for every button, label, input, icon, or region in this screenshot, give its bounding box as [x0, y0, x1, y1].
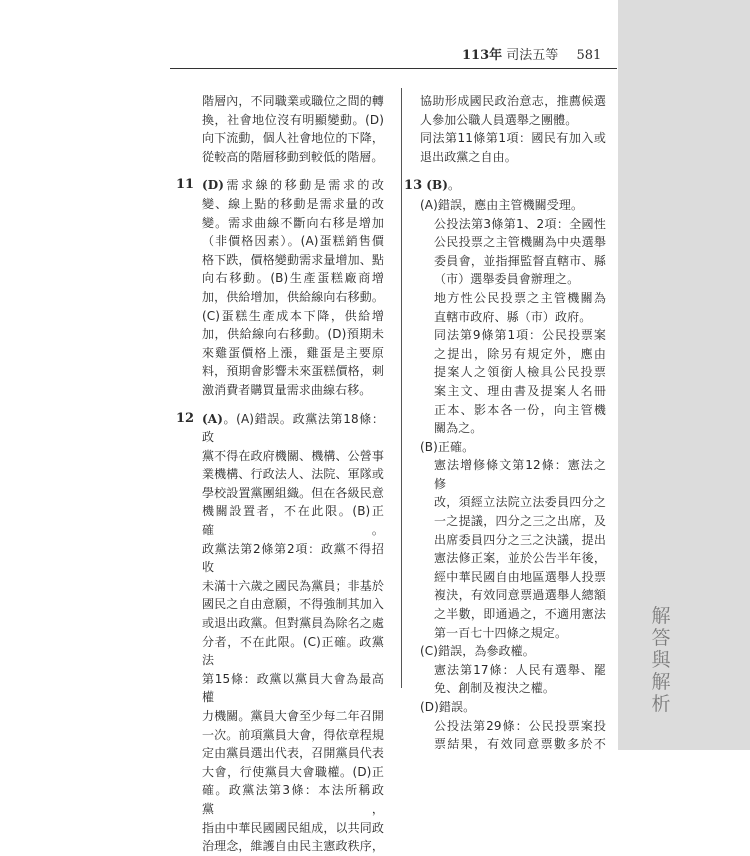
side-tab: [618, 0, 750, 750]
right-column: [404, 92, 606, 754]
question-12: 12 (A)。(A)錯誤。政黨法第18條：政 黨不得在政府機關、機構、公營事 業機構、行政法人、法院、軍隊或 學校設置黨團組織。但在各級民意 機關設置者，不在此限。(B)正確。 政黨法第2條第2項：政黨不得招收 未滿十六歲之國民為黨員；非基於 國民之自由意願，不得強制其加入 或退出政黨。但對黨員為除名之處 分者，不在此限。(C)正確。政黨法 第15條：政黨以黨員大會為最高權 力機關。黨員大會至少每二年召開 一次。前項黨員大會，得依章程規 定由黨員選出代表，召開黨員代表 大會，行使黨員大會職權。(D)正 確。政黨法第3條：本法所稱政黨， 指由中華民國國民組成，以共同政 治理念，維護自由民主憲政秩序，: [176, 410, 384, 854]
answer-key: (D): [202, 178, 225, 193]
answer-key: (A): [202, 411, 223, 426]
option-label: (B)正確。: [420, 439, 475, 454]
question-number: 12: [176, 410, 195, 426]
left-column: [176, 92, 384, 856]
answer-text: 需求線的移動是需求的改: [224, 178, 384, 193]
option-d: (D)錯誤。 公投法第29條：公民投票案投 票結果，有效同意票數多於不: [420, 700, 606, 752]
page-header: [462, 44, 612, 63]
answer-key: (B): [426, 178, 449, 193]
question-11: 11 (D)需求線的移動是需求的改 變、線上點的移動是需求量的改 變。需求曲線不斷向右移是增加 （非價格因素）。(A)蛋糕銷售價 格下跌，價格變動需求量增加、點 向右移動。(B)生產蛋糕廠商增 加，供給增加，供給線向右移動。 (C)蛋糕生產成本下降，供給增 加，供給線向右移動。(D)預期未 來雞蛋價格上漲，雞蛋是主要原 料，預期會影響未來蛋糕價格，刺 激消費者購買量需求曲線右移。: [176, 177, 384, 397]
section-tab-label: 解 答 與 解 析: [651, 605, 671, 715]
option-label: (C)錯誤，為參政權。: [420, 644, 535, 659]
option-label: (D)錯誤。: [420, 700, 476, 714]
answer-text: 。(A)錯誤。政黨法第18條：政: [202, 411, 384, 445]
header-exam: 司法五等: [506, 48, 559, 63]
question-number: 13: [404, 178, 423, 194]
column-divider: [401, 88, 402, 688]
question-number: 11: [176, 177, 195, 193]
option-b: (B)正確。 憲法增修條文第12條：憲法之修 改，須經立法院立法委員四分之 一之提議，四分之三之出席，及 出席委員四分之三之決議，提出 憲法修正案，並於公告半年後， 經中華民國自由地區選舉人投票 複決，有效同意票過選舉人總額 之半數，即通過之，不適用憲法 第一百七十四條之規定。: [420, 439, 606, 640]
header-year: 113年: [462, 48, 503, 63]
option-c: (C)錯誤，為參政權。 憲法第17條：人民有選舉、罷 免、創制及複決之權。: [420, 644, 606, 696]
header-rule: [170, 68, 617, 69]
option-a: (A)錯誤，應由主管機關受理。 公投法第3條第1、2項：全國性 公民投票之主管機關為中央選舉 委員會，並指揮監督直轄市、縣 （市）選舉委員會辦理之。 地方性公民投票之主管機關為 直轄市政府、縣（市）政府。 同法第9條第1項：公民投票案 之提出，除另有規定外，應由 提案人之領銜人檢具公民投票 案主文、理由書及提案人名冊 正本、影本各一份，向主管機 關為之。: [420, 197, 606, 436]
continued-answer: 階層內，不同職業或職位之間的轉 換，社會地位沒有明顯變動。(D) 向下流動，個人社會地位的下降， 從較高的階層移動到較低的階層。: [202, 94, 384, 164]
option-label: (A)錯誤，應由主管機關受理。: [420, 197, 584, 212]
page-number: 581: [576, 48, 602, 63]
question-13: 13 (B)。 (A)錯誤，應由主管機關受理。 公投法第3條第1、2項：全國性 公民投票之主管機關為中央選舉 委員會，並指揮監督直轄市、縣 （市）選舉委員會辦理之。 地方性公民投票之主管機關為 直轄市政府、縣（市）政府。 同法第9條第1項：公民投票案 之提出，除另有規定外，應由 提案人之領銜人檢具公民投票 案主文、理由書及提案人名冊 正本、影本各一份，向主管機 關為之。 (B)正確。 憲法增修條文第12條：憲法之修 改，須經立法院立法委員四分之 一之提議，四分之三之出席，及 出席委員四分之三之決議，提出 憲法修正案，並於公告半年後， 經中華民國自由地區選舉人投票 複決，有效同意票過選舉人總額 之半數，即通過之，不適用憲法 第一百七十四條之規定。 (C)錯誤，為參政權。 憲法第17條：人民有選舉、罷 免、創制及複決之權。 (D)錯誤。 公投法第29條：公民投票案投 票結果，有效同意票數多於不: [420, 176, 606, 753]
continued-answer: 協助形成國民政治意志，推薦候選 人參加公職人員選舉之團體。 同法第11條第1項：國民有加入或 退出政黨之自由。: [420, 94, 606, 164]
